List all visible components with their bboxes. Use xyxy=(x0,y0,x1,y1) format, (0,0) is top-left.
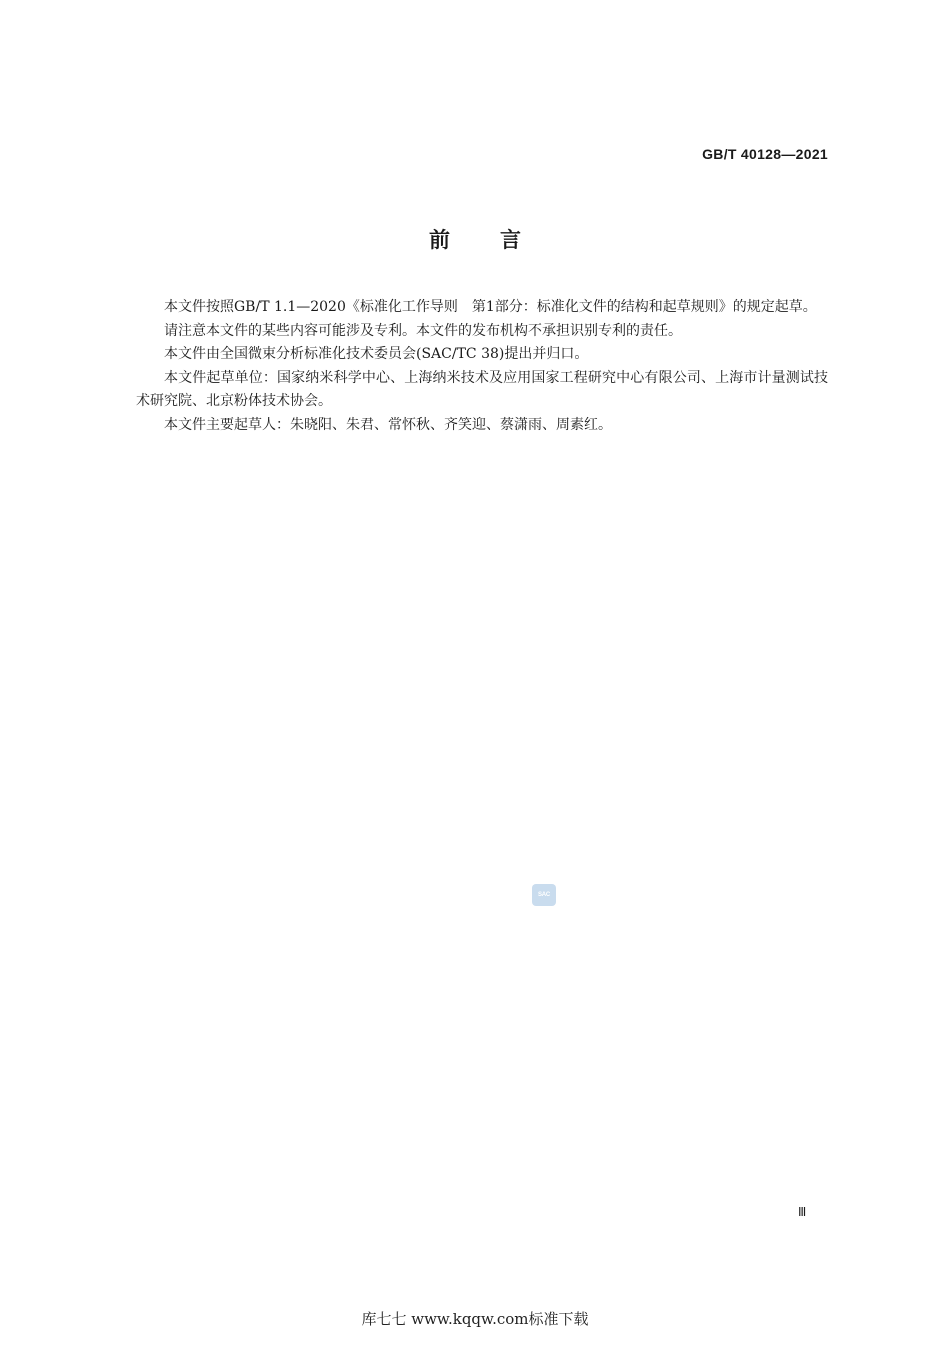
foreword-body xyxy=(136,296,828,437)
paragraph-proposer: 本文件由全国微束分析标准化技术委员会(SAC/TC 38)提出并归口。 xyxy=(164,346,589,362)
standard-number: GB/T 40128—2021 xyxy=(702,146,828,162)
paragraph-patent-notice: 请注意本文件的某些内容可能涉及专利。本文件的发布机构不承担识别专利的责任。 xyxy=(164,322,682,339)
paragraph-drafting-units: 本文件起草单位：国家纳米科学中心、上海纳米技术及应用国家工程研究中心有限公司、上海市计量测试技术研究院、北京粉体技术协会。 xyxy=(136,369,828,409)
paragraph-drafting-rules: 本文件按照GB/T 1.1—2020《标准化工作导则 第1部分：标准化文件的结构和起草规则》的规定起草。 xyxy=(164,299,817,315)
page-title: 前言 xyxy=(429,228,571,252)
sac-logo-watermark xyxy=(532,884,556,906)
page-number: Ⅲ xyxy=(798,1205,807,1219)
paragraph-drafters: 本文件主要起草人：朱晓阳、朱君、常怀秋、齐笑迎、蔡潇雨、周素红。 xyxy=(164,416,612,433)
footer-source: 库七七 www.kqqw.com标准下载 xyxy=(361,1310,589,1328)
watermark-text: SAC xyxy=(537,892,551,898)
